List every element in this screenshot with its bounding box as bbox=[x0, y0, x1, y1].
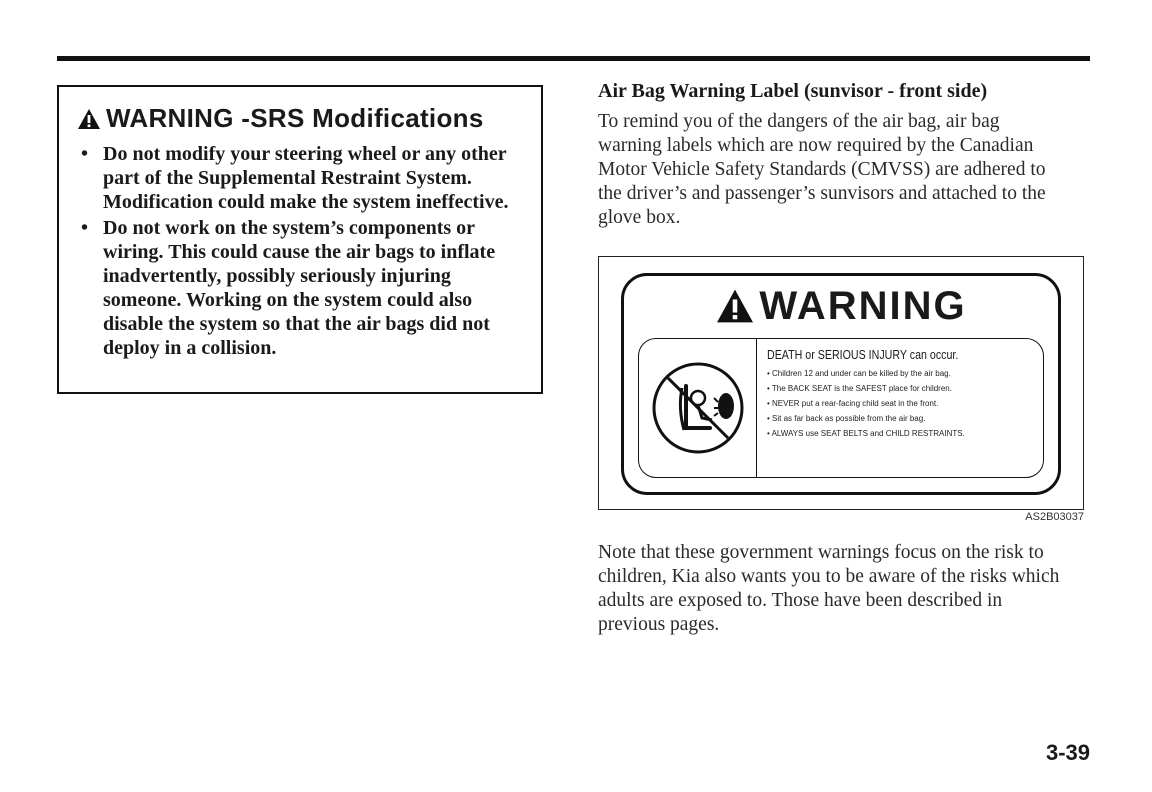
list-item: • Children 12 and under can be killed by the air bag. bbox=[767, 369, 951, 378]
list-item: • NEVER put a rear-facing child seat in the front. bbox=[767, 399, 939, 408]
srs-warning-box bbox=[57, 85, 543, 394]
label-lead: DEATH or SERIOUS INJURY can occur. bbox=[767, 347, 959, 362]
no-child-seat-airbag-icon bbox=[648, 358, 748, 458]
label-body bbox=[638, 338, 1044, 478]
warning-triangle-icon bbox=[77, 108, 101, 130]
list-item: • The BACK SEAT is the SAFEST place for children. bbox=[767, 384, 952, 393]
warning-title-text: WARNING -SRS Modifications bbox=[106, 103, 484, 133]
figure-caption: AS2B03037 bbox=[1025, 511, 1084, 523]
airbag-warning-label bbox=[621, 273, 1061, 495]
list-item: • ALWAYS use SEAT BELTS and CHILD RESTRAINTS. bbox=[767, 429, 965, 438]
list-item: • Do not modify your steering wheel or any other part of the Supplemental Restraint System. Modification could make the system ineffective. bbox=[81, 143, 509, 213]
warning-title bbox=[77, 103, 523, 134]
list-item: • Do not work on the system’s components or wiring. This could cause the air bags to inflate inadvertently, possibly seriously injuring someone. Working on the system could also disable the system so that the air bags did not deploy in a collision. bbox=[81, 217, 496, 359]
top-rule bbox=[57, 56, 1090, 61]
airbag-label-figure bbox=[598, 256, 1084, 510]
label-header bbox=[624, 276, 1058, 336]
warning-list bbox=[77, 142, 523, 360]
page-number: 3-39 bbox=[1045, 740, 1090, 765]
label-text bbox=[767, 347, 1037, 441]
label-header-text: WARNING bbox=[759, 283, 967, 328]
section-heading: Air Bag Warning Label (sunvisor - front side) bbox=[598, 80, 988, 102]
list-item: • Sit as far back as possible from the air bag. bbox=[767, 414, 926, 423]
warning-triangle-icon bbox=[715, 288, 755, 324]
note-paragraph: Note that these government warnings focus on the risk to children, Kia also wants you to be aware of the risks which adults are exposed to. Those have been described in previous pages. bbox=[598, 542, 1060, 635]
pictogram-cell bbox=[639, 339, 757, 477]
intro-paragraph: To remind you of the dangers of the air bag, air bag warning labels which are now required by the Canadian Motor Vehicle Safety Standards (CMVSS) are adhered to the driver’s and passenger’s sunvisors and attached to the glove box. bbox=[598, 111, 1046, 228]
